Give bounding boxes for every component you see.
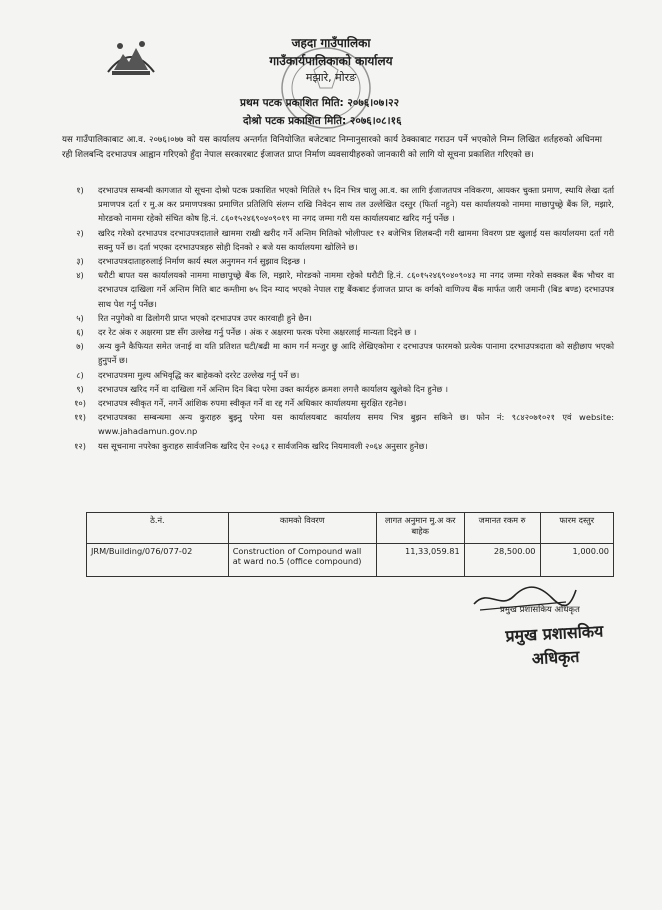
list-item xyxy=(62,226,614,254)
list-item xyxy=(62,268,614,311)
list-item xyxy=(62,410,614,438)
list-item xyxy=(62,311,614,325)
list-item xyxy=(62,183,614,226)
office-address: मझारे, मोरङ xyxy=(305,71,357,84)
item-number: ८) xyxy=(76,369,84,380)
item-text: दरभाउपत्र खरिद गर्ने वा दाखिला गर्ने अन्तिम दिन बिदा परेमा उक्त कार्यहरु क्रमशः लगत्तै कार्यालय खुलेको दिन हुनेछ । xyxy=(98,383,449,394)
item-text: रित नपुगेको वा ढिलोगरी प्राप्त भएको दरभाउपत्र उपर कारवाही हुने छैन। xyxy=(98,312,312,323)
list-item xyxy=(62,396,614,410)
column-header: फारम दस्तुर xyxy=(540,513,614,544)
list-item xyxy=(62,368,614,382)
item-text: दरभाउपत्रदाताहरुलाई निर्माण कार्य स्थल अनुगमन गर्न सुझाव दिइन्छ । xyxy=(98,256,306,267)
item-text: धरौटी बापत यस कार्यालयको नाममा माछापुच्छ्रे बैंक लि, मझारे, मोरङको नाममा रहेको धरौटी हि.नं. ८६०१५२४६९०४०९०४३ मा नगद जम्मा गरेको सक्कल बैंक भौचर वा दरभाउपत्र दाखिला गर्ने अन्तिम मिति बाट कम्तीमा ७५ दिन म्याद भएको नेपाल राष्ट्र बैंकबाट ईजाजत प्राप्त क वर्गको वाणिज्य बैंक मार्फत जारी जमानी (बिड बण्ड) दरभाउपत्र साथ पेश गर्नु पर्नेछ। xyxy=(98,270,614,309)
item-number: १) xyxy=(76,185,84,195)
contract-number-cell: JRM/Building/076/077-02 xyxy=(87,544,229,577)
column-header: लागत अनुमान मु.अ कर बाहेक xyxy=(376,513,464,544)
table-header-row xyxy=(87,513,614,544)
list-item xyxy=(62,382,614,396)
item-text: यस सूचनामा नपरेका कुराहरु सार्वजनिक खरिद ऐन २०६३ र सार्वजनिक खरिद नियमावली २०६४ अनुसार हुनेछ। xyxy=(98,440,428,451)
column-header: कामको विवरण xyxy=(228,513,376,544)
stamp-line: अधिकृत xyxy=(531,646,580,669)
list-item xyxy=(62,339,614,367)
second-publish-date: दोश्रो पटक प्रकाशित मिति: २०७६।०८।१६ xyxy=(243,115,402,127)
intro-paragraph: यस गाउँपालिकाबाट आ.व. २०७६।०७७ को यस कार्यालय अन्तर्गत विनियोजित बजेटबाट निम्नानुसारको कार्य ठेक्काबाट गराउन पर्ने भएकोले निम्न लिखित शर्तहरुको अधिनमा रही शिलबन्दि दरभाउपत्र आह्वान गरिएको हुँदा नेपाल सरकारबाट ईजाजत प्राप्त निर्माण व्यवसायीहरुको जानकारी को लागि यो सूचना प्रकाशित गरिएको छ। xyxy=(62,135,602,161)
form-fee-cell: 1,000.00 xyxy=(540,544,614,577)
list-item xyxy=(62,439,614,453)
designation-stamp xyxy=(479,618,631,674)
nepal-emblem-icon xyxy=(106,36,156,78)
item-number: ३) xyxy=(76,256,84,267)
column-header: जमानत रकम रु xyxy=(464,513,540,544)
conditions-list xyxy=(62,183,614,453)
cost-estimate-cell: 11,33,059.81 xyxy=(376,544,464,577)
column-header: ठे.नं. xyxy=(87,513,229,544)
item-number: १२) xyxy=(74,440,86,451)
item-number: ९) xyxy=(76,383,84,394)
bid-security-cell: 28,500.00 xyxy=(464,544,540,577)
tender-table xyxy=(86,512,614,577)
item-number: ४) xyxy=(76,270,84,281)
item-number: ११) xyxy=(74,412,86,423)
list-item xyxy=(62,325,614,339)
table-row xyxy=(87,544,614,577)
first-publish-date: प्रथम पटक प्रकाशित मिति: २०७६।०७।२२ xyxy=(240,97,400,109)
item-number: १०) xyxy=(74,398,86,409)
item-number: २) xyxy=(76,227,84,238)
item-number: ७) xyxy=(76,341,84,352)
item-text: दरभाउपत्रका सम्बन्धमा अन्य कुराहरु बुझ्नु परेमा यस कार्यालयबाट कार्यालय समय भित्र बुझन सकिने छ। फोन नं: ९८४२०७१०२१ एवं website: www.jahadamun.gov.np xyxy=(98,412,614,437)
item-text: दरभाउपत्र स्वीकृत गर्ने, नगर्ने आंशिक रुपमा स्वीकृत गर्ने वा रद्द गर्ने अधिकार कार्यालयमा सुरक्षित रहनेछ। xyxy=(98,398,407,409)
item-text: दरभाउपत्रमा मुल्य अभिवृद्धि कर बाहेकको दररेट उल्लेख गर्नु पर्ने छ। xyxy=(98,369,300,380)
stamp-line: प्रमुख प्रशासकिय xyxy=(504,621,604,646)
item-text: अन्य कुनै कैफियत समेत जनाई वा यति प्रतिशत घटी/बढी मा काम गर्न मन्जुर छु आदि लेखिएकोमा र दरभाउपत्र फारमको प्रत्येक पानामा दरभाउपत्रदाता को सहीछाप भएको हुनुपर्ने छ। xyxy=(98,341,614,366)
office-subtitle: गाउँकार्यपालिकाको कार्यालय xyxy=(269,54,393,68)
item-number: ६) xyxy=(76,327,84,338)
item-text: खरिद गरेको दरभाउपत्र दरभाउपत्रदाताले खाममा राखी खरीद गर्ने अन्तिम मितिको भोलीपल्ट १२ बजेभित्र शिलबन्दी गरी खाममा विवरण प्रष्ट खुलाई यस कार्यालयमा दर्ता गरी सक्नु पर्ने छ। दर्ता भएका दरभाउपत्रहरु सोही दिनको २ बजे यस कार्यालयमा खोलिने छ। xyxy=(98,227,614,252)
item-text: दरभाउपत्र सम्बन्धी कागजात यो सूचना दोश्रो पटक प्रकाशित भएको मितिले १५ दिन भित्र चालु आ.व. का लागि ईजाजतपत्र नविकरण, आयकर चुक्ता प्रमाण, स्थायि लेखा दर्ता प्रमाणपत्र दर्ता र मु.अ कर प्रमाणपत्रका प्रमाणित प्रतिलिपि संलग्न राखि निवेदन साथ तल उल्लेखित दस्तुर (फिर्ता नहुने) यस कार्यालयको नाममा माछापुच्छ्रे बैंक लि, मझारे, मोरङको नाममा रहेको संचित कोष हि.नं. ८६०१५२४६९०४०९०१९ मा नगद जम्मा गरी यस कार्यालयबाट खरिद गर्नु पर्नेछ । xyxy=(98,185,614,224)
item-number: ५) xyxy=(76,312,84,323)
work-description-cell: Construction of Compound wall at ward no.5 (office compound) xyxy=(228,544,376,577)
item-text: दर रेट अंक र अक्षरमा प्रष्ट सँग उल्लेख गर्नु पर्नेछ । अंक र अक्षरमा फरक परेमा अक्षरलाई मान्यता दिइने छ । xyxy=(98,327,417,338)
list-item xyxy=(62,254,614,268)
signatory-title: प्रमुख प्रशासकिय अधिकृत xyxy=(500,605,580,615)
office-name: जहदा गाउँपालिका xyxy=(291,36,371,50)
